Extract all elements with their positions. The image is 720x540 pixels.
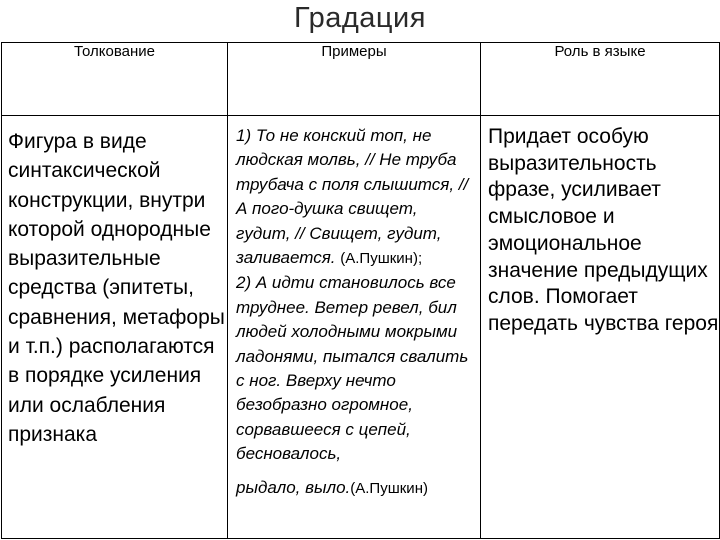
- header-row: [2, 43, 720, 116]
- slide-title: Градация: [294, 2, 426, 34]
- definition-cell: Фигура в виде синтаксической конструкции, внутри которой однородные выразительные средства (эпитеты, сравнения, метафоры и т.п.) располагаются в порядке усиления или ослабления признака: [2, 116, 228, 539]
- example-1: [236, 124, 476, 271]
- example-2-text: 2) А идти становилось все труднее. Ветер ревел, бил людей холодными мокрыми ладонями, пытался свалить с ног. Вверху нечто безобразно огромное, сорвавшееся с цепей, бесновалось,: [236, 273, 469, 464]
- example-1-attribution: (А.Пушкин);: [340, 250, 423, 268]
- example-1-text: 1) То не конский топ, не людская молвь, // Не труба трубача с поля слышится, // А пого-душка свищет, гудит, // Свищет, гудит, заливается.: [236, 126, 469, 268]
- content-row: [2, 116, 720, 539]
- gradation-table: [1, 42, 720, 539]
- role-cell: Придает особую выразительность фразе, усиливает смысловое и эмоциональное значение предыдущих слов. Помогает передать чувства героя: [481, 116, 720, 539]
- example-2: [236, 271, 476, 466]
- example-gap: [236, 467, 476, 476]
- header-role: Роль в языке: [481, 43, 720, 116]
- example-2-ending: [236, 476, 476, 501]
- example-2-tail: рыдало, выло.: [236, 477, 351, 497]
- example-2-attribution: (А.Пушкин): [350, 479, 428, 497]
- header-examples: Примеры: [228, 43, 481, 116]
- header-definition: Толкование: [2, 43, 228, 116]
- examples-cell: [228, 116, 481, 539]
